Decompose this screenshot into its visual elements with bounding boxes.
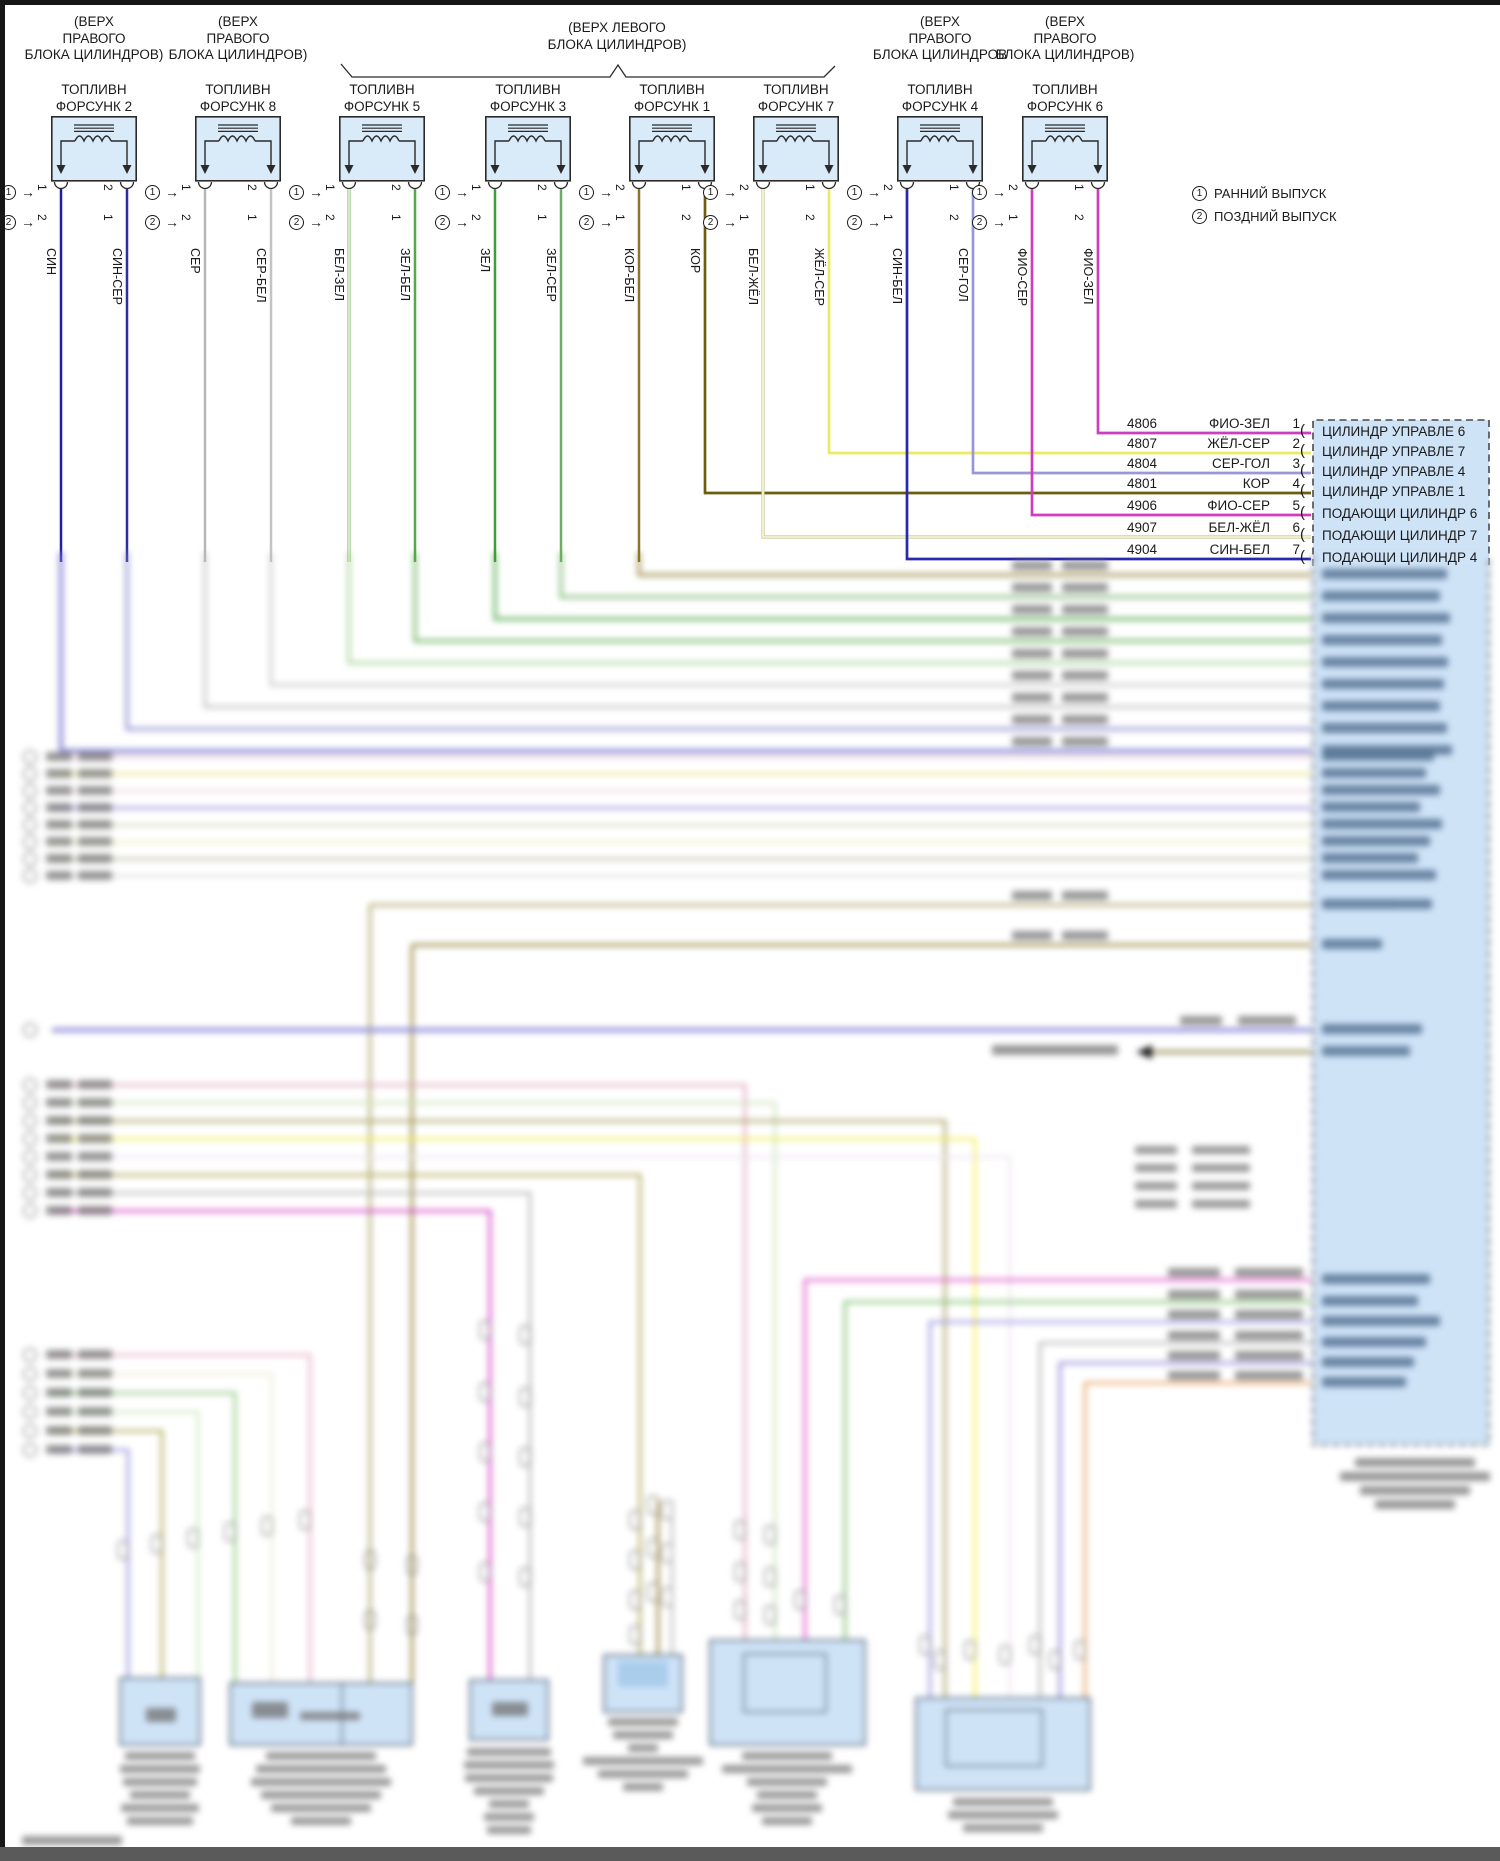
circled-1-icon: 1 bbox=[972, 185, 987, 200]
wire-label-fio-ser: ФИО-СЕР bbox=[1015, 248, 1029, 307]
pin-function: ЦИЛИНДР УПРАВЛЕ 1 bbox=[1322, 484, 1466, 499]
circuit-number: 4904 bbox=[1126, 542, 1157, 557]
wire-label-sin-bel: СИН-БЕЛ bbox=[890, 248, 904, 304]
circled-2-icon: 2 bbox=[972, 215, 987, 230]
arrow-right-icon: → bbox=[21, 214, 35, 230]
injector-title: ТОПЛИВН ФОРСУНК 6 bbox=[1026, 82, 1104, 114]
injector-title: ТОПЛИВН ФОРСУНК 4 bbox=[901, 82, 979, 114]
pin-number: 1 bbox=[1292, 416, 1300, 431]
wire-label-zhel-ser: ЖЁЛ-СЕР bbox=[812, 248, 826, 306]
circled-2-icon: 2 bbox=[703, 215, 718, 230]
pin-number: 1 bbox=[1072, 184, 1086, 191]
wire-label-bel-zhel: БЕЛ-ЖЁЛ bbox=[746, 248, 760, 305]
circled-1-icon: 1 bbox=[145, 185, 160, 200]
pin-number: 2 bbox=[323, 214, 337, 221]
arrow-right-icon: → bbox=[165, 184, 179, 200]
pin-socket-icon: ( bbox=[1300, 442, 1305, 459]
pin-number: 1 bbox=[535, 214, 549, 221]
pin-number: 1 bbox=[469, 184, 483, 191]
legend-label: ПОЗДНИЙ ВЫПУСК bbox=[1214, 209, 1337, 224]
injector-4 bbox=[851, 0, 983, 320]
wire-label-kor: КОР bbox=[688, 248, 702, 274]
wire-label-sin-ser: СИН-СЕР bbox=[110, 248, 124, 305]
pin-number: 1 bbox=[179, 184, 193, 191]
wire-label-fio-zel: ФИО-ЗЕЛ bbox=[1081, 248, 1095, 305]
circled-1-icon: 1 bbox=[1, 185, 16, 200]
pin-number: 1 bbox=[803, 184, 817, 191]
pin-function: ЦИЛИНДР УПРАВЛЕ 7 bbox=[1322, 444, 1466, 459]
pin-number: 1 bbox=[101, 214, 115, 221]
wire-label-bel-zel: БЕЛ-ЗЕЛ bbox=[332, 248, 346, 301]
wire-label-zel: ЗЕЛ bbox=[478, 248, 492, 273]
pin-function: ЦИЛИНДР УПРАВЛЕ 6 bbox=[1322, 424, 1466, 439]
pin-number: 1 bbox=[35, 184, 49, 191]
pin-function: ЦИЛИНДР УПРАВЛЕ 4 bbox=[1322, 464, 1466, 479]
pin-number: 2 bbox=[881, 184, 895, 191]
pin-function: ПОДАЮЩИ ЦИЛИНДР 7 bbox=[1322, 528, 1478, 543]
pin-number: 2 bbox=[469, 214, 483, 221]
pin-number: 2 bbox=[679, 214, 693, 221]
pin-number: 1 bbox=[245, 214, 259, 221]
circled-1-icon: 1 bbox=[847, 185, 862, 200]
circuit-number: 4907 bbox=[1126, 520, 1157, 535]
circled-2-icon: 2 bbox=[579, 215, 594, 230]
pin-number: 5 bbox=[1292, 498, 1300, 513]
pin-socket-icon: ( bbox=[1300, 482, 1305, 499]
page-border-top bbox=[0, 0, 1500, 5]
pin-number: 2 bbox=[803, 214, 817, 221]
arrow-right-icon: → bbox=[723, 184, 737, 200]
wire-label-ser-bel: СЕР-БЕЛ bbox=[254, 248, 268, 303]
circled-2-icon: 2 bbox=[289, 215, 304, 230]
circled-2-icon: 2 bbox=[847, 215, 862, 230]
circled-1-icon: 1 bbox=[579, 185, 594, 200]
wire-label-ser-gol: СЕР-ГОЛ bbox=[956, 248, 970, 302]
pin-number: 1 bbox=[389, 214, 403, 221]
pin-number: 1 bbox=[881, 214, 895, 221]
pin-number: 2 bbox=[947, 214, 961, 221]
pin-number: 2 bbox=[35, 214, 49, 221]
wire-color: СЕР-ГОЛ bbox=[1211, 456, 1270, 471]
circuit-number: 4804 bbox=[1126, 456, 1157, 471]
pin-number: 2 bbox=[389, 184, 403, 191]
arrow-right-icon: → bbox=[455, 214, 469, 230]
arrow-right-icon: → bbox=[21, 184, 35, 200]
pin-number: 2 bbox=[179, 214, 193, 221]
pin-number: 2 bbox=[245, 184, 259, 191]
injector-title: ТОПЛИВН ФОРСУНК 2 bbox=[55, 82, 133, 114]
circled-2-icon: 2 bbox=[1192, 209, 1207, 224]
circled-2-icon: 2 bbox=[435, 215, 450, 230]
pin-number: 2 bbox=[1072, 214, 1086, 221]
legend-late-release bbox=[1192, 209, 1337, 224]
wire-label-zel-bel: ЗЕЛ-БЕЛ bbox=[398, 248, 412, 301]
pin-number: 4 bbox=[1292, 476, 1300, 491]
arrow-right-icon: → bbox=[165, 214, 179, 230]
injector-title: ТОПЛИВН ФОРСУНК 1 bbox=[633, 82, 711, 114]
circled-1-icon: 1 bbox=[289, 185, 304, 200]
wire-label-sin: СИН bbox=[44, 248, 58, 276]
pin-number: 1 bbox=[737, 214, 751, 221]
pin-number: 2 bbox=[101, 184, 115, 191]
blurred-lower-region bbox=[0, 552, 1500, 1861]
pin-function: ПОДАЮЩИ ЦИЛИНДР 4 bbox=[1322, 550, 1478, 565]
wiring-blurred-layer bbox=[0, 552, 1500, 1861]
injector-title: ТОПЛИВН ФОРСУНК 3 bbox=[489, 82, 567, 114]
arrow-right-icon: → bbox=[599, 184, 613, 200]
injector-8 bbox=[149, 0, 281, 320]
wire-color: ФИО-ЗЕЛ bbox=[1209, 416, 1270, 431]
injector-2 bbox=[5, 0, 137, 320]
injector-7 bbox=[707, 0, 839, 320]
injector-title: ТОПЛИВН ФОРСУНК 8 bbox=[199, 82, 277, 114]
arrow-right-icon: → bbox=[723, 214, 737, 230]
arrow-right-icon: → bbox=[309, 214, 323, 230]
circled-1-icon: 1 bbox=[1192, 186, 1207, 201]
arrow-right-icon: → bbox=[992, 214, 1006, 230]
injector-5 bbox=[293, 0, 425, 320]
arrow-right-icon: → bbox=[867, 214, 881, 230]
bank-header-right-1: (ВЕРХ ПРАВОГО БЛОКА ЦИЛИНДРОВ) bbox=[24, 14, 164, 62]
wire-label-zel-ser: ЗЕЛ-СЕР bbox=[544, 248, 558, 302]
arrow-right-icon: → bbox=[599, 214, 613, 230]
arrow-right-icon: → bbox=[992, 184, 1006, 200]
injector-title: ТОПЛИВН ФОРСУНК 7 bbox=[757, 82, 835, 114]
pin-number: 2 bbox=[613, 184, 627, 191]
circuit-number: 4806 bbox=[1126, 416, 1157, 431]
circled-1-icon: 1 bbox=[435, 185, 450, 200]
pin-socket-icon: ( bbox=[1300, 526, 1305, 543]
wire-label-ser: СЕР bbox=[188, 248, 202, 274]
pin-number: 2 bbox=[535, 184, 549, 191]
pin-function: ПОДАЮЩИ ЦИЛИНДР 6 bbox=[1322, 506, 1478, 521]
circuit-number: 4807 bbox=[1126, 436, 1157, 451]
wire-color: КОР bbox=[1242, 476, 1270, 491]
legend-label: РАННИЙ ВЫПУСК bbox=[1214, 186, 1327, 201]
injector-3 bbox=[439, 0, 571, 320]
pin-number: 2 bbox=[737, 184, 751, 191]
pin-socket-icon: ( bbox=[1300, 504, 1305, 521]
pin-number: 6 bbox=[1292, 520, 1300, 535]
wire-color: ЖЁЛ-СЕР bbox=[1207, 436, 1270, 451]
wire-color: ФИО-СЕР bbox=[1207, 498, 1270, 513]
wire-color: БЕЛ-ЖЁЛ bbox=[1208, 520, 1270, 535]
circled-2-icon: 2 bbox=[1, 215, 16, 230]
injector-6 bbox=[976, 0, 1108, 320]
pin-number: 3 bbox=[1292, 456, 1300, 471]
pin-number: 1 bbox=[323, 184, 337, 191]
wire-label-kor-bel: КОР-БЕЛ bbox=[622, 248, 636, 303]
pin-number: 1 bbox=[1006, 214, 1020, 221]
arrow-right-icon: → bbox=[455, 184, 469, 200]
pin-number: 2 bbox=[1006, 184, 1020, 191]
pin-number: 1 bbox=[613, 214, 627, 221]
wire-color: СИН-БЕЛ bbox=[1209, 542, 1270, 557]
circled-2-icon: 2 bbox=[145, 215, 160, 230]
pin-number: 1 bbox=[679, 184, 693, 191]
pin-number: 7 bbox=[1292, 542, 1300, 557]
pin-socket-icon: ( bbox=[1300, 422, 1305, 439]
bank-header-right-2: (ВЕРХ ПРАВОГО БЛОКА ЦИЛИНДРОВ) bbox=[168, 14, 308, 62]
footer-bar bbox=[0, 1847, 1500, 1861]
arrow-right-icon: → bbox=[867, 184, 881, 200]
circled-1-icon: 1 bbox=[703, 185, 718, 200]
legend-early-release bbox=[1192, 186, 1326, 201]
bank-header-left: (ВЕРХ ЛЕВОГО БЛОКА ЦИЛИНДРОВ) bbox=[547, 20, 687, 52]
bank-header-right-4: (ВЕРХ ПРАВОГО БЛОКА ЦИЛИНДРОВ) bbox=[995, 14, 1135, 62]
bank-header-right-3: (ВЕРХ ПРАВОГО БЛОКА ЦИЛИНДРОВ bbox=[872, 14, 1008, 62]
pin-socket-icon: ( bbox=[1300, 548, 1305, 565]
arrow-right-icon: → bbox=[309, 184, 323, 200]
page-border-left bbox=[0, 0, 5, 1847]
pin-socket-icon: ( bbox=[1300, 462, 1305, 479]
circuit-number: 4801 bbox=[1126, 476, 1157, 491]
pin-number: 2 bbox=[1292, 436, 1300, 451]
pin-number: 1 bbox=[947, 184, 961, 191]
circuit-number: 4906 bbox=[1126, 498, 1157, 513]
injector-title: ТОПЛИВН ФОРСУНК 5 bbox=[343, 82, 421, 114]
